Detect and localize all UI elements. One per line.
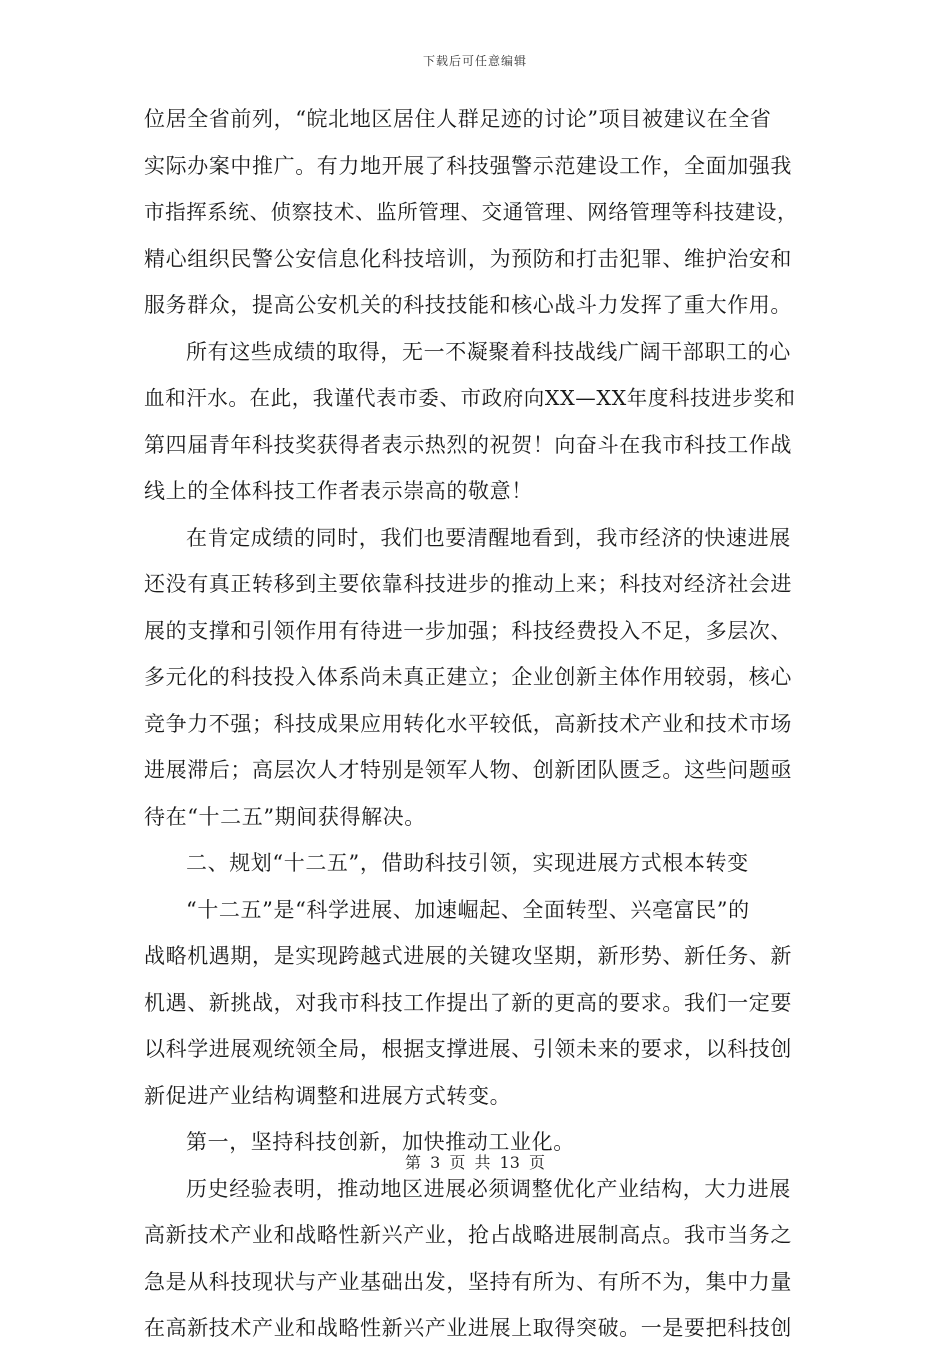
paragraph-start: 在肯定成绩的同时，我们也要清醒地看到，我市经济的快速进展	[186, 525, 791, 550]
paragraph-start: 所有这些成绩的取得，无一不凝聚着科技战线广阔干部职工的心	[186, 339, 791, 364]
text-line: 待在“十二五”期间获得解决。	[144, 804, 426, 829]
text-line: 战略机遇期，是实现跨越式进展的关键攻坚期，新形势、新任务、新	[144, 944, 792, 968]
text-line: 竞争力不强；科技成果应用转化水平较低，高新技术产业和技术市场	[144, 711, 792, 736]
text-line: 位居全省前列，“皖北地区居住人群足迹的讨论”项目被建议在全省	[144, 107, 772, 131]
text-line: 还没有真正转移到主要依靠科技进步的推动上来；科技对经济社会进	[144, 572, 792, 596]
text-line: 实际办案中推广。有力地开展了科技强警示范建设工作，全面加强我	[144, 153, 792, 178]
text-line: 以科学进展观统领全局，根据支撑进展、引领未来的要求，以科技创	[144, 1037, 792, 1061]
text-line: 急是从科技现状与产业基础出发，坚持有所为、有所不为，集中力量	[144, 1269, 792, 1294]
paragraph-start: “十二五”是“科学进展、加速崛起、全面转型、兴亳富民”的	[186, 897, 750, 922]
text-line: 线上的全体科技工作者表示崇高的敬意！	[144, 479, 533, 503]
text-line: 高新技术产业和战略性新兴产业，抢占战略进展制高点。我市当务之	[144, 1223, 792, 1247]
text-line: 新促进产业结构调整和进展方式转变。	[144, 1083, 512, 1108]
text-line: 服务群众，提高公安机关的科技技能和核心战斗力发挥了重大作用。	[144, 293, 792, 317]
paragraph-start: 历史经验表明，推动地区进展必须调整优化产业结构，大力进展	[186, 1176, 791, 1201]
text-line: 多元化的科技投入体系尚未真正建立；企业创新主体作用较弱，核心	[144, 665, 792, 689]
text-line: 展的支撑和引领作用有待进一步加强；科技经费投入不足，多层次、	[144, 618, 792, 643]
subsection-heading: 第一，坚持科技创新，加快推动工业化。	[186, 1130, 575, 1154]
page-footer: 第 3 页 共 13 页	[405, 1153, 545, 1172]
text-line: 进展滞后；高层次人才特别是领军人物、创新团队匮乏。这些问题亟	[144, 758, 792, 782]
text-line: 机遇、新挑战，对我市科技工作提出了新的更高的要求。我们一定要	[144, 990, 792, 1015]
text-line: 市指挥系统、侦察技术、监所管理、交通管理、网络管理等科技建设，	[144, 200, 799, 224]
page-header: 下载后可任意编辑	[422, 54, 527, 68]
text-line: 精心组织民警公安信息化科技培训，为预防和打击犯罪、维护治安和	[144, 246, 792, 271]
text-line: 第四届青年科技奖获得者表示热烈的祝贺！向奋斗在我市科技工作战	[144, 432, 792, 457]
text-line: 血和汗水。在此，我谨代表市委、市政府向XX—XX年度科技进步奖和	[144, 386, 796, 410]
section-heading: 二、规划“十二五”，借助科技引领，实现进展方式根本转变	[186, 851, 749, 875]
text-line: 在高新技术产业和战略性新兴产业进展上取得突破。一是要把科技创	[144, 1316, 792, 1340]
